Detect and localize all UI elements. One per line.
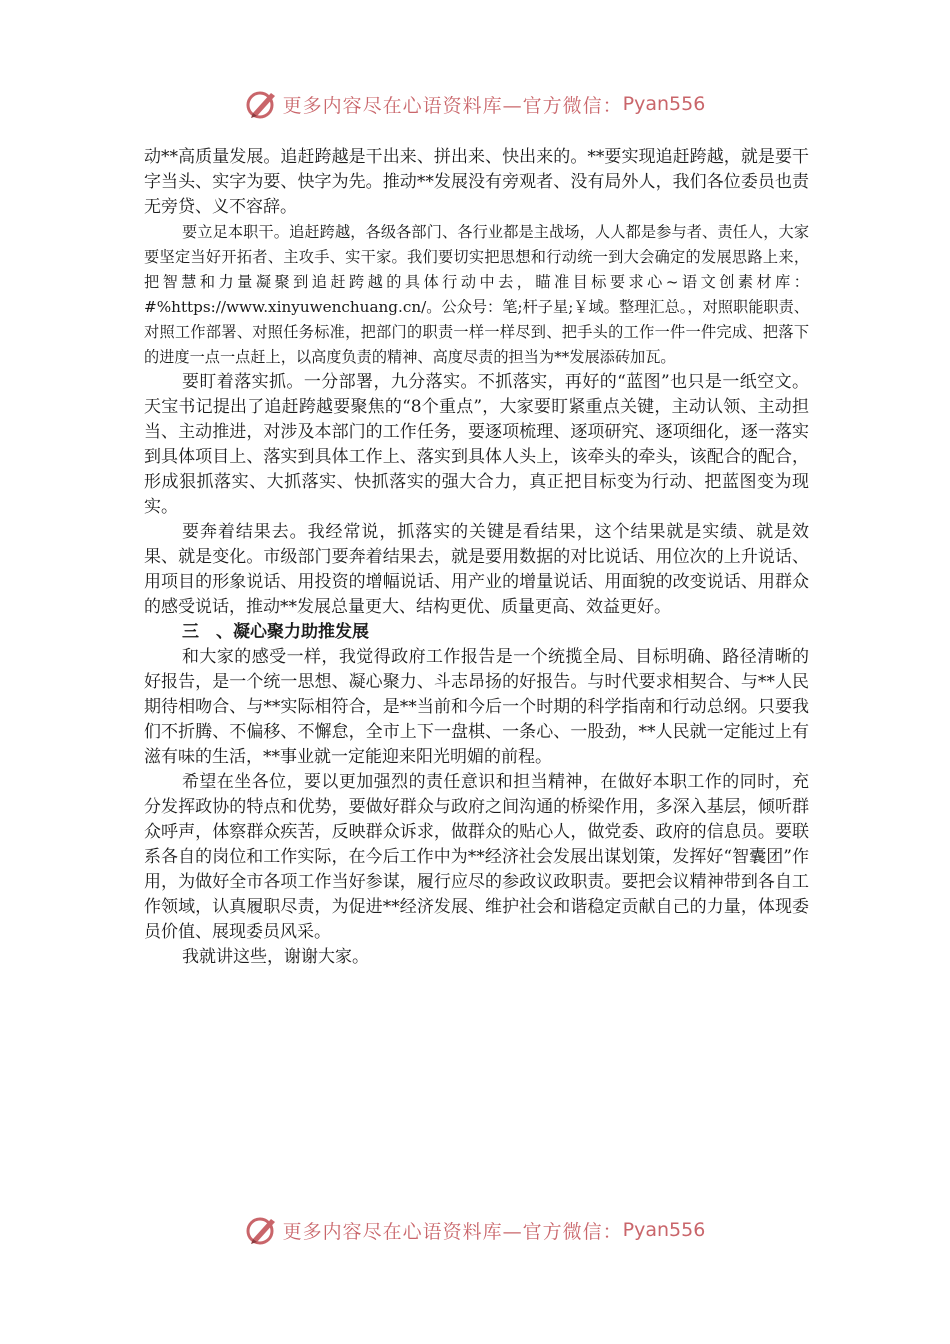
wechat-handle: Pyan556 — [622, 93, 706, 115]
footer-banner — [0, 1210, 950, 1250]
document-body — [144, 145, 809, 970]
banner-text: 更多内容尽在心语资料库—官方微信： — [282, 1220, 623, 1243]
wechat-handle: Pyan556 — [622, 1219, 706, 1241]
paragraph-5: 和大家的感受一样，我觉得政府工作报告是一个统揽全局、目标明确、路径清晰的好报告，是一个统一思想、凝心聚力、斗志昂扬的好报告。与时代要求相契合、与**人民期待相吻合、与**实际相符合，是**当前和今后一个时期的科学指南和行动总纲。只要我们不折腾、不偏移、不懈怠，全市上下一盘棋、一条心、一股劲，**人民就一定能过上有滋有味的生活，**事业就一定能迎来阳光明媚的前程。 — [144, 647, 809, 767]
pen-logo-icon — [245, 87, 279, 121]
header-banner — [0, 84, 950, 124]
paragraph-2: 要立足本职干。追赶跨越，各级各部门、各行业都是主战场，人人都是参与者、责任人，大家要坚定当好开拓者、主攻手、实干家。我们要切实把思想和行动统一到大会确定的发展思路上来，把智慧和力量凝聚到追赶跨越的具体行动中去，瞄准目标要求心~语文创素材库：#%https://www.xinyuwenchuang.cn/。公众号：笔;杆子星;￥域。整理汇总。，对照职能职责、对照工作部署、对照任务标准，把部门的职责一样一样尽到、把手头的工作一件一件完成、把落下的进度一点一点赶上，以高度负责的精神、高度尽责的担当为**发展添砖加瓦。 — [144, 223, 809, 366]
section-heading-3: 三 、凝心聚力助推发展 — [182, 622, 369, 642]
paragraph-1: 动**高质量发展。追赶跨越是干出来、拼出来、快出来的。**要实现追赶跨越，就是要干字当头、实字为要、快字为先。推动**发展没有旁观者、没有局外人，我们各位委员也责无旁贷、义不容辞。 — [144, 147, 809, 217]
paragraph-7: 我就讲这些，谢谢大家。 — [182, 947, 369, 967]
paragraph-6: 希望在坐各位，要以更加强烈的责任意识和担当精神，在做好本职工作的同时，充分发挥政协的特点和优势，要做好群众与政府之间沟通的桥梁作用，多深入基层，倾听群众呼声，体察群众疾苦，反映群众诉求，做群众的贴心人，做党委、政府的信息员。要联系各自的岗位和工作实际，在今后工作中为**经济社会发展出谋划策，发挥好“智囊团”作用，为做好全市各项工作当好参谋，履行应尽的参政议政职责。要把会议精神带到各自工作领域，认真履职尽责，为促进**经济发展、维护社会和谐稳定贡献自己的力量，体现委员价值、展现委员风采。 — [144, 772, 809, 942]
paragraph-3: 要盯着落实抓。一分部署，九分落实。不抓落实，再好的“蓝图”也只是一纸空文。天宝书记提出了追赶跨越要聚焦的“8个重点”，大家要盯紧重点关键，主动认领、主动担当、主动推进，对涉及本部门的工作任务，要逐项梳理、逐项研究、逐项细化，逐一落实到具体项目上、落实到具体工作上、落实到具体人头上，该牵头的牵头，该配合的配合，形成狠抓落实、大抓落实、快抓落实的强大合力，真正把目标变为行动、把蓝图变为现实。 — [144, 372, 809, 517]
paragraph-4: 要奔着结果去。我经常说，抓落实的关键是看结果，这个结果就是实绩、就是效果、就是变化。市级部门要奔着结果去，就是要用数据的对比说话、用位次的上升说话、用项目的形象说话、用投资的增幅说话、用产业的增量说话、用面貌的改变说话、用群众的感受说话，推动**发展总量更大、结构更优、质量更高、效益更好。 — [144, 522, 809, 617]
banner-text: 更多内容尽在心语资料库—官方微信： — [282, 94, 623, 117]
pen-logo-icon — [245, 1213, 279, 1247]
